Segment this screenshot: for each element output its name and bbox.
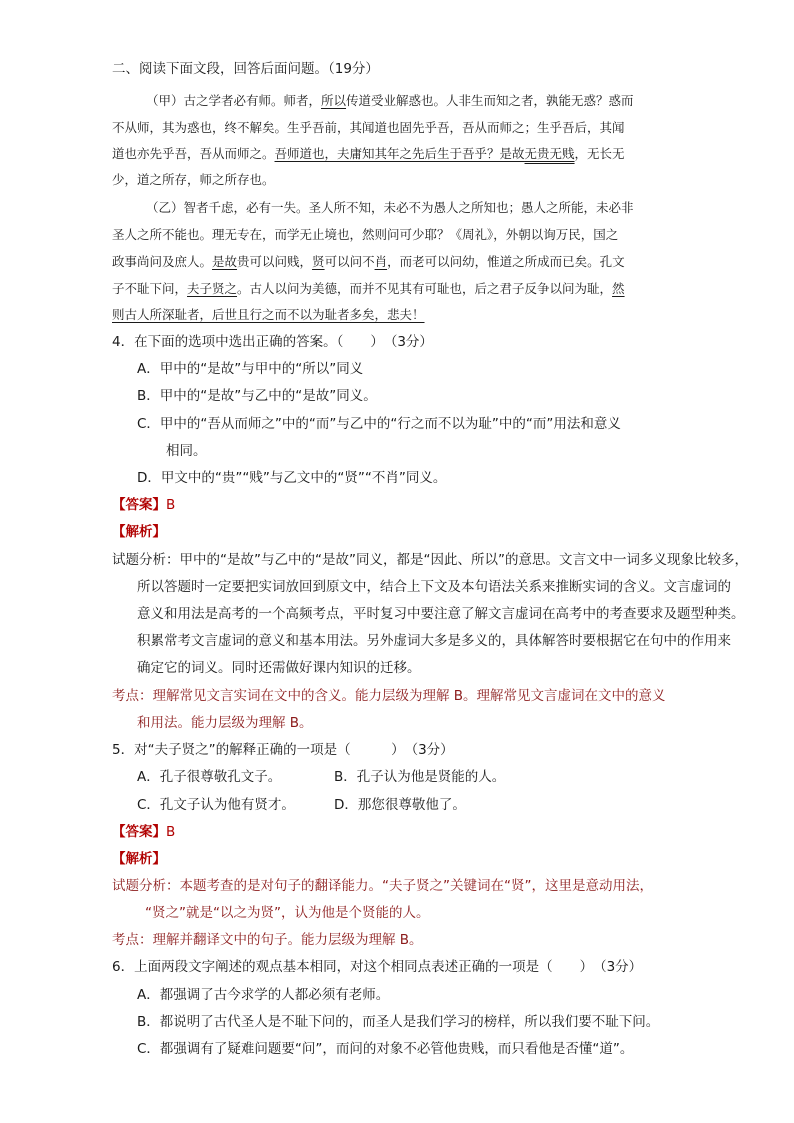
q5-analysis-2: “贤之”就是“以之为贤”，认为他是个贤能的人。 [145, 905, 430, 921]
q4-analysis-label: 【解析】 [112, 524, 166, 540]
q4-analysis-2: 所以答题时一定要把实词放回到原文中，结合上下文及本句语法关系来推断实词的含义。文言虚词的 [137, 579, 731, 595]
passage-a-line-2: 不从师，其为惑也，终不解矣。生乎吾前，其闻道也固先乎吾，吾从而师之；生乎吾后，其闻 [112, 120, 625, 135]
q4-analysis-1: 试题分析：甲中的“是故”与乙中的“是故”同义，都是“因此、所以”的意思。文言文中一词多义现象比较多， [112, 552, 748, 568]
q4-kaodian-1: 考点：理解常见文言实词在文中的含义。能力层级为理解 B。理解常见文言虚词在文中的意义 [112, 688, 666, 704]
q6-stem: 6．上面两段文字阐述的观点基本相同，对这个相同点表述正确的一项是（ ） （3分） [112, 959, 643, 975]
q4-analysis-4: 积累常考文言虚词的意义和基本用法。另外虚词大多是多义的，具体解答时要根据它在句中的作用来 [137, 633, 731, 649]
passage-b-line-5: 则古人所深耻者，后世且行之而不以为耻者多矣，悲夫！ [112, 307, 425, 322]
passage-a-line-1: （甲）古之学者必有师。师者，所以传道受业解惑也。人非生而知之者，孰能无惑？惑而 [146, 93, 634, 108]
q5-analysis-label: 【解析】 [112, 851, 166, 867]
q4-analysis-5: 确定它的词义。同时还需做好课内知识的迁移。 [137, 660, 421, 676]
q5-option-b: B．孔子认为他是贤能的人。 [334, 769, 506, 785]
passage-b-line-1: （乙）智者千虑，必有一失。圣人所不知，未必不为愚人之所知也；愚人之所能，未必非 [146, 200, 634, 215]
q6-option-a: A．都强调了古今求学的人都必须有老师。 [137, 987, 390, 1003]
q4-option-a: A．甲中的“是故”与甲中的“所以”同义 [137, 361, 364, 377]
q5-answer: 【答案】B [112, 824, 176, 840]
section-title: 二、阅读下面文段，回答后面问题。（19分） [112, 61, 379, 77]
q4-option-b: B．甲中的“是故”与乙中的“是故”同义。 [137, 388, 377, 404]
passage-a-line-3: 道也亦先乎吾，吾从而师之。吾师道也，夫庸知其年之先后生于吾乎？是故无贵无贱，无长无 [112, 146, 625, 161]
q4-answer: 【答案】B [112, 497, 176, 513]
q5-stem: 5．对“夫子贤之”的解释正确的一项是（ ） （3分） [112, 742, 454, 758]
passage-b-line-2: 圣人之所不能也。理无专在，而学无止境也，然则问可少耶？《周礼》，外朝以询万民，国之 [112, 227, 619, 242]
passage-b-line-4: 子不耻下问，夫子贤之。古人以问为美德，而并不见其有可耻也，后之君子反争以问为耻，然 [112, 281, 625, 296]
q4-stem: 4．在下面的选项中选出正确的答案。（ ） （3分） [112, 334, 433, 350]
q5-option-a: A．孔子很尊敬孔文子。 [137, 769, 282, 785]
q5-analysis-1: 试题分析：本题考查的是对句子的翻译能力。“夫子贤之”关键词在“贤”，这里是意动用法， [112, 878, 653, 894]
q4-option-d: D．甲文中的“贵”“贱”与乙文中的“贤”“不肖”同义。 [137, 470, 447, 486]
q5-option-c: C．孔文子认为他有贤才。 [137, 797, 295, 813]
q4-kaodian-2: 和用法。能力层级为理解 B。 [137, 715, 313, 731]
q6-option-c: C．都强调有了疑难问题要“问”，而问的对象不必管他贵贱，而只看他是否懂“道”。 [137, 1041, 634, 1057]
q4-analysis-3: 意义和用法是高考的一个高频考点，平时复习中要注意了解文言虚词在高考中的考查要求及题型种类。 [137, 606, 745, 622]
q6-option-b: B．都说明了古代圣人是不耻下问的，而圣人是我们学习的榜样，所以我们要不耻下问。 [137, 1014, 660, 1030]
q4-option-c-cont: 相同。 [166, 443, 207, 459]
passage-b-line-3: 政事尚问及庶人。是故贵可以问贱，贤可以问不肖，而老可以问幼，惟道之所成而已矣。孔文 [112, 254, 625, 269]
passage-a-line-4: 少，道之所存，师之所存也。 [112, 172, 275, 187]
q4-option-c: C．甲中的“吾从而师之”中的“而”与乙中的“行之而不以为耻”中的“而”用法和意义 [137, 416, 621, 432]
q5-kaodian: 考点：理解并翻译文中的句子。能力层级为理解 B。 [112, 932, 423, 948]
q5-option-d: D．那您很尊敬他了。 [334, 797, 466, 813]
